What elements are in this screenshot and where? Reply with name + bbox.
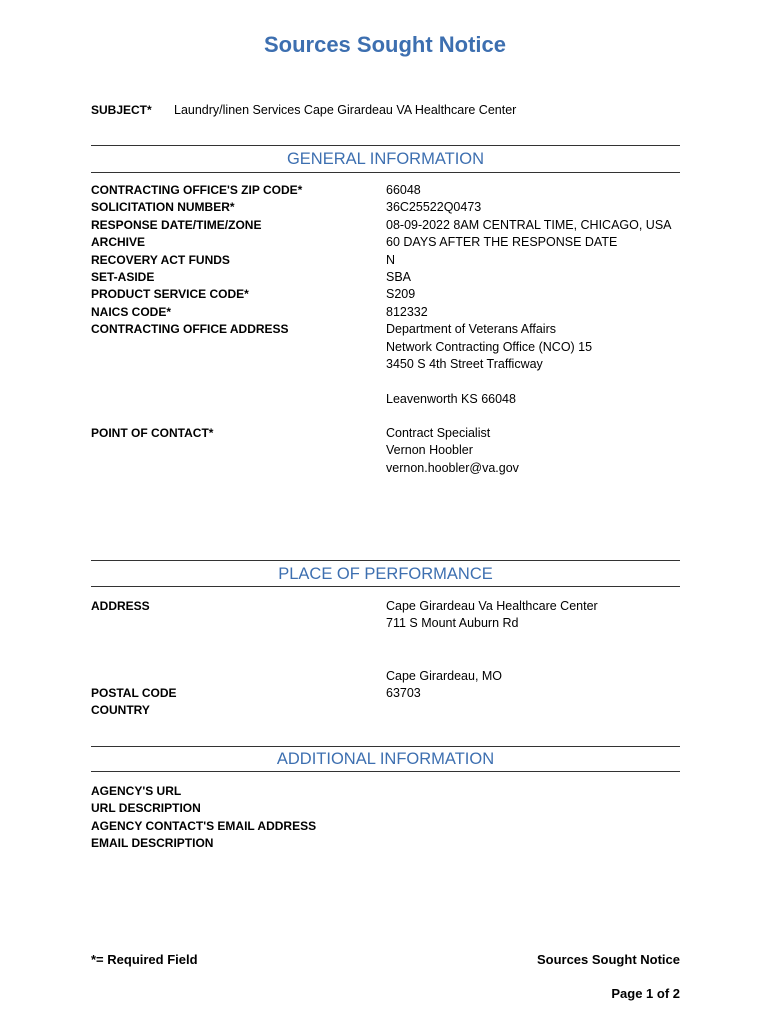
subject-label: SUBJECT* (91, 103, 152, 117)
agency-url-label: AGENCY'S URL (91, 784, 182, 798)
archive-value: 60 DAYS AFTER THE RESPONSE DATE (386, 235, 618, 250)
place-address-line-2: 711 S Mount Auburn Rd (386, 616, 519, 631)
required-field-note: *= Required Field (91, 952, 198, 967)
contact-email: vernon.hoobler@va.gov (386, 460, 519, 475)
office-address-line-3: 3450 S 4th Street Trafficway (386, 357, 543, 371)
agency-contact-email-label: AGENCY CONTACT'S EMAIL ADDRESS (91, 818, 317, 833)
page-number: Page 1 of 2 (611, 986, 680, 1001)
product-service-code-value: S209 (386, 287, 416, 302)
zip-code-value: 66048 (386, 183, 421, 197)
section-divider-bottom (91, 771, 680, 772)
section-divider-top (91, 145, 680, 146)
section-divider-top (91, 746, 680, 747)
page-title: Sources Sought Notice (263, 32, 507, 57)
solicitation-number-value: 36C25522Q0473 (386, 200, 482, 215)
naics-code-value: 812332 (386, 304, 428, 319)
archive-label: ARCHIVE (91, 235, 146, 250)
recovery-act-label: RECOVERY ACT FUNDS (91, 252, 230, 267)
url-description-label: URL DESCRIPTION (91, 801, 201, 816)
general-information-heading: GENERAL INFORMATION (286, 150, 485, 168)
point-of-contact-label: POINT OF CONTACT* (91, 426, 214, 440)
section-divider-bottom (91, 172, 680, 173)
recovery-act-value: N (386, 252, 396, 267)
place-address-line-4: 63703 (386, 686, 421, 700)
place-address-line-1: Cape Girardeau Va Healthcare Center (386, 599, 598, 613)
contact-name: Vernon Hoobler (386, 443, 473, 458)
office-address-line-2: Network Contracting Office (NCO) 15 (386, 339, 593, 354)
office-address-line-4: Leavenworth KS 66048 (386, 391, 516, 406)
place-of-performance-heading: PLACE OF PERFORMANCE (278, 565, 493, 583)
footer-document-name: Sources Sought Notice (536, 952, 680, 967)
contracting-office-address-label: CONTRACTING OFFICE ADDRESS (91, 322, 289, 337)
place-address-label: ADDRESS (91, 599, 150, 613)
solicitation-number-label: SOLICITATION NUMBER* (91, 200, 235, 215)
response-date-label: RESPONSE DATE/TIME/ZONE (91, 217, 262, 232)
zip-code-label: CONTRACTING OFFICE'S ZIP CODE* (91, 183, 303, 197)
naics-code-label: NAICS CODE* (91, 304, 172, 319)
subject-value: Laundry/linen Services Cape Girardeau VA Healthcare Center (174, 103, 517, 117)
response-date-value: 08-09-2022 8AM CENTRAL TIME, CHICAGO, USA (386, 217, 672, 232)
section-divider-bottom (91, 586, 680, 587)
office-address-line-1: Department of Veterans Affairs (386, 322, 557, 337)
place-address-line-3: Cape Girardeau, MO (386, 668, 503, 683)
set-aside-value: SBA (386, 270, 412, 284)
country-label: COUNTRY (91, 703, 150, 718)
section-divider-top (91, 560, 680, 561)
set-aside-label: SET-ASIDE (91, 270, 155, 284)
email-description-label: EMAIL DESCRIPTION (91, 836, 214, 851)
product-service-code-label: PRODUCT SERVICE CODE* (91, 287, 249, 302)
postal-code-label: POSTAL CODE (91, 686, 177, 700)
additional-information-heading: ADDITIONAL INFORMATION (276, 750, 495, 768)
contact-title: Contract Specialist (386, 426, 491, 440)
